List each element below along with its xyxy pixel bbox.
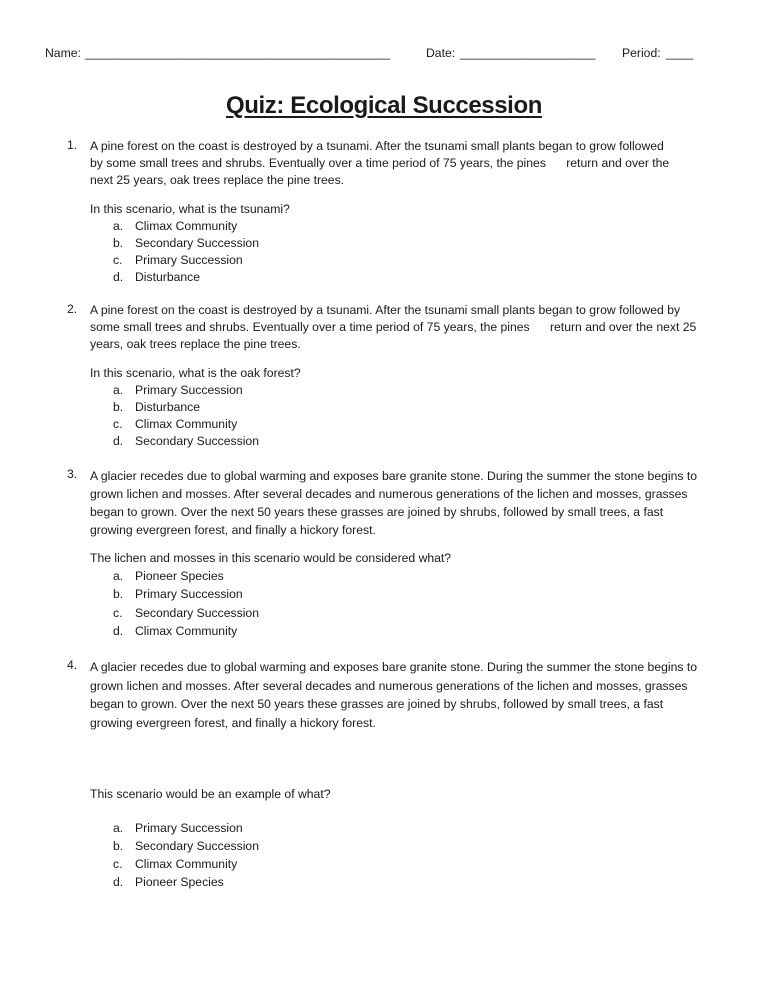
question-number: 1. [67,138,78,152]
stem-line: years, oak trees replace the pine trees. [90,337,301,351]
option-letter: a. [113,219,124,233]
stem-line: by some small trees and shrubs. Eventually over a time period of 75 years, the pines return and over the [90,156,670,170]
option-text: Secondary Succession [135,434,259,448]
option-text: Disturbance [135,270,201,284]
option-letter: a. [113,383,124,397]
stem-line: grown lichen and mosses. After several decades and numerous generations of the lichen and mosses, grasses [90,487,688,501]
option-letter: c. [113,253,123,267]
stem-line: A glacier recedes due to global warming and exposes bare granite stone. During the summer the stone begins to [90,660,698,674]
option-letter: a. [113,821,124,835]
option-text: Disturbance [135,400,201,414]
stem-line: A glacier recedes due to global warming and exposes bare granite stone. During the summer the stone begins to [90,469,698,483]
option-letter: b. [113,236,124,250]
period-blank[interactable]: ____ [666,46,694,60]
option-text: Climax Community [135,219,238,233]
question-prompt: In this scenario, what is the oak forest? [90,366,301,380]
date-label: Date: [426,46,456,60]
period-label: Period: [622,46,661,60]
option-letter: d. [113,270,124,284]
option-letter: d. [113,624,124,638]
stem-line: A pine forest on the coast is destroyed by a tsunami. After the tsunami small plants began to grow followed by [90,303,681,317]
stem-line: growing evergreen forest, and finally a hickory forest. [90,715,376,730]
question-stem [90,138,730,189]
stem-line: began to grown. Over the next 50 years these grasses are joined by shrubs, followed by small trees, a fast [90,697,664,711]
option-text: Secondary Succession [135,839,259,853]
option-text: Climax Community [135,417,238,431]
option-text: Pioneer Species [135,569,224,583]
date-blank[interactable]: ____________________ [460,46,596,60]
question-stem [90,658,730,732]
option-letter: d. [113,875,124,889]
option-letter: c. [113,857,123,871]
question-prompt: In this scenario, what is the tsunami? [90,202,290,216]
option-letter: c. [113,606,123,620]
option-text: Pioneer Species [135,875,224,889]
option-text: Secondary Succession [135,236,259,250]
option-text: Primary Succession [135,253,243,267]
question-number: 4. [67,658,78,672]
option-text: Climax Community [135,857,238,871]
option-letter: b. [113,839,124,853]
option-text: Primary Succession [135,587,243,601]
stem-line: began to grown. Over the next 50 years these grasses are joined by shrubs, followed by small trees, a fast [90,505,664,519]
option-letter: b. [113,587,124,601]
question-number: 3. [67,467,78,481]
option-letter: a. [113,569,124,583]
stem-line: some small trees and shrubs. Eventually over a time period of 75 years, the pines return and over the next 25 [90,320,697,334]
stem-line: growing evergreen forest, and finally a hickory forest. [90,523,376,537]
question-prompt: This scenario would be an example of what? [90,787,331,801]
name-blank[interactable]: _____________________________________________ [85,46,391,60]
stem-line: grown lichen and mosses. After several decades and numerous generations of the lichen and mosses, grasses [90,678,688,693]
option-text: Primary Succession [135,821,243,835]
name-label: Name: [45,46,81,60]
question-prompt: The lichen and mosses in this scenario would be considered what? [90,551,452,565]
question-stem [90,467,730,539]
stem-line: next 25 years, oak trees replace the pine trees. [90,173,345,187]
option-letter: c. [113,417,123,431]
option-text: Primary Succession [135,383,243,397]
option-letter: d. [113,434,124,448]
option-text: Climax Community [135,624,238,638]
option-letter: b. [113,400,124,414]
question-number: 2. [67,302,78,316]
stem-line: A pine forest on the coast is destroyed by a tsunami. After the tsunami small plants began to grow followed [90,139,664,153]
page-title: Quiz: Ecological Succession [226,92,542,119]
option-text: Secondary Succession [135,606,259,620]
question-stem [90,302,730,353]
